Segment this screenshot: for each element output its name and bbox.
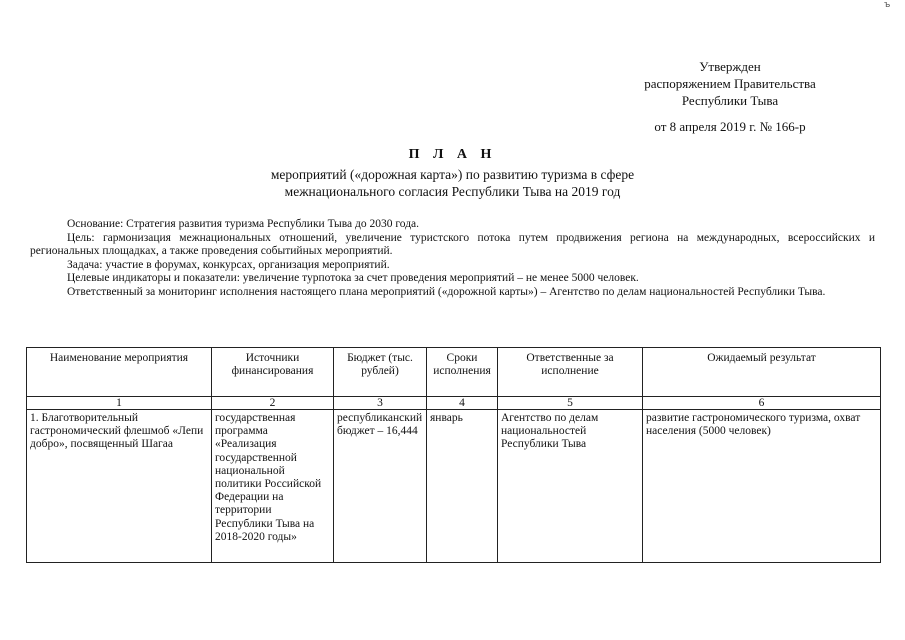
cell-event-name: 1. Благотворительный гастрономический флешмоб «Лепи добро», посвященный Шагаа [27,410,212,563]
header-result: Ожидаемый результат [643,348,881,397]
header-name: Наименование мероприятия [27,348,212,397]
cell-funding-source: государственная программа «Реализация государственной национальной политики Российской Федерации на территории Республики Тыва на 2018-2020 годы» [212,410,334,563]
approval-line-1: Утвержден [699,59,761,74]
intro-responsible: Ответственный за мониторинг исполнения настоящего плана мероприятий («дорожной карты») – Агентство по делам национальностей Республики Тыва. [67,285,826,298]
column-number: 3 [334,397,427,410]
cell-deadline: январь [427,410,498,563]
plan-title: П Л А Н [408,147,497,162]
column-number: 2 [212,397,334,410]
plan-subtitle-line-1: мероприятий («дорожная карта») по развитию туризма в сфере [270,167,635,182]
intro-targets: Целевые индикаторы и показатели: увеличение турпотока за счет проведения мероприятий – не менее 5000 человек. [67,272,639,285]
column-number: 5 [498,397,643,410]
column-number-row [27,397,881,410]
plan-table [26,347,881,563]
header-source: Источники финансирования [212,348,334,397]
intro-basis: Основание: Стратегия развития туризма Республики Тыва до 2030 года. [67,218,420,230]
cell-budget: республиканский бюджет – 16,444 [334,410,427,563]
approval-line-3: Республики Тыва [681,93,779,108]
intro-goal: Цель: гармонизация межнациональных отношений, увеличение туристского потока путем продвижения региона на международных, всероссийских и региональных площадках, а также проведения событийных мероприятий. [30,231,875,258]
cell-responsible: Агентство по делам национальностей Республики Тыва [498,410,643,563]
header-budget: Бюджет (тыс. рублей) [334,348,427,397]
table-header-row [27,348,881,397]
corner-mark: ъ [884,0,891,10]
header-responsible: Ответственные за исполнение [498,348,643,397]
approval-date: от 8 апреля 2019 г. № 166-р [654,119,806,134]
column-number: 1 [27,397,212,410]
header-deadline: Сроки исполнения [427,348,498,397]
column-number: 6 [643,397,881,410]
approval-line-2: распоряжением Правительства [644,76,816,91]
column-number: 4 [427,397,498,410]
table-row [27,410,881,563]
intro-task: Задача: участие в форумах, конкурсах, организация мероприятий. [67,258,390,271]
cell-expected-result: развитие гастрономического туризма, охват населения (5000 человек) [643,410,881,563]
plan-subtitle-line-2: межнационального согласия Республики Тыва на 2019 год [284,184,621,199]
intro-section [30,218,875,300]
plan-subtitle [0,166,905,200]
approval-stamp [600,58,860,135]
